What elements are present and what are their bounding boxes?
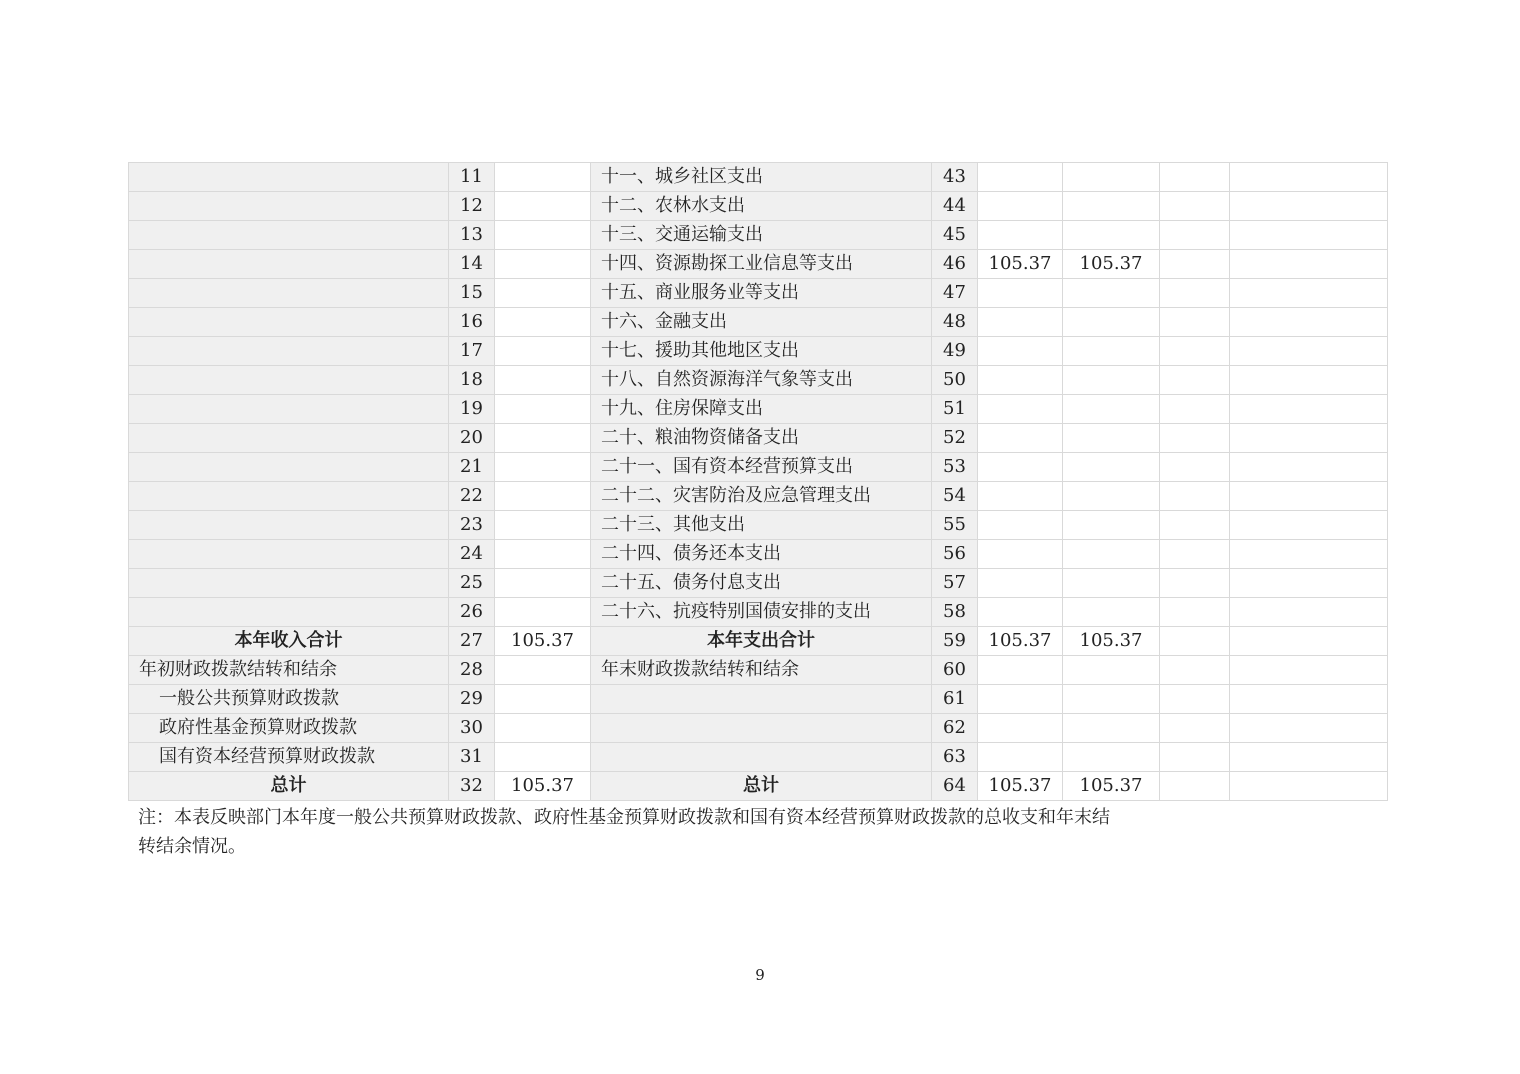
left-number-cell: 14 xyxy=(449,250,495,279)
page-number: 9 xyxy=(755,966,765,984)
left-amount-cell xyxy=(495,685,591,714)
table-body xyxy=(129,163,1388,801)
left-label-cell xyxy=(129,511,449,540)
left-amount-cell xyxy=(495,395,591,424)
state-capital-cell xyxy=(1230,743,1388,772)
total-cell xyxy=(978,685,1063,714)
general-budget-cell: 105.37 xyxy=(1063,627,1160,656)
left-amount-cell xyxy=(495,163,591,192)
left-label-cell xyxy=(129,453,449,482)
general-budget-cell xyxy=(1063,743,1160,772)
fund-budget-cell xyxy=(1160,598,1230,627)
general-budget-cell xyxy=(1063,569,1160,598)
general-budget-cell xyxy=(1063,221,1160,250)
left-amount-cell xyxy=(495,250,591,279)
fund-budget-cell xyxy=(1160,569,1230,598)
general-budget-cell xyxy=(1063,656,1160,685)
left-number-cell: 27 xyxy=(449,627,495,656)
total-cell xyxy=(978,192,1063,221)
right-number-cell: 63 xyxy=(932,743,978,772)
table-row xyxy=(129,395,1388,424)
state-capital-cell xyxy=(1230,424,1388,453)
state-capital-cell xyxy=(1230,337,1388,366)
left-label-cell xyxy=(129,598,449,627)
right-number-cell: 43 xyxy=(932,163,978,192)
right-number-cell: 56 xyxy=(932,540,978,569)
total-cell: 105.37 xyxy=(978,250,1063,279)
general-budget-cell xyxy=(1063,482,1160,511)
right-label-cell: 十八、自然资源海洋气象等支出 xyxy=(591,366,932,395)
right-label-cell: 总计 xyxy=(591,772,932,801)
table-row xyxy=(129,424,1388,453)
left-amount-cell xyxy=(495,424,591,453)
total-cell xyxy=(978,279,1063,308)
general-budget-cell xyxy=(1063,685,1160,714)
state-capital-cell xyxy=(1230,540,1388,569)
right-number-cell: 60 xyxy=(932,656,978,685)
left-label-cell xyxy=(129,569,449,598)
table-row xyxy=(129,366,1388,395)
total-cell xyxy=(978,366,1063,395)
total-cell xyxy=(978,511,1063,540)
table-row xyxy=(129,569,1388,598)
left-number-cell: 31 xyxy=(449,743,495,772)
left-amount-cell xyxy=(495,337,591,366)
total-cell: 105.37 xyxy=(978,627,1063,656)
total-cell xyxy=(978,337,1063,366)
fund-budget-cell xyxy=(1160,250,1230,279)
fund-budget-cell xyxy=(1160,743,1230,772)
right-label-cell: 十九、住房保障支出 xyxy=(591,395,932,424)
fund-budget-cell xyxy=(1160,366,1230,395)
total-cell xyxy=(978,598,1063,627)
left-label-cell xyxy=(129,163,449,192)
right-label-cell: 十三、交通运输支出 xyxy=(591,221,932,250)
table-row xyxy=(129,453,1388,482)
left-number-cell: 32 xyxy=(449,772,495,801)
total-cell xyxy=(978,714,1063,743)
left-amount-cell xyxy=(495,308,591,337)
table-row xyxy=(129,279,1388,308)
right-label-cell: 本年支出合计 xyxy=(591,627,932,656)
right-label-cell: 十五、商业服务业等支出 xyxy=(591,279,932,308)
state-capital-cell xyxy=(1230,656,1388,685)
state-capital-cell xyxy=(1230,279,1388,308)
note-line-2: 转结余情况。 xyxy=(138,836,246,857)
right-number-cell: 57 xyxy=(932,569,978,598)
note-line-1: 注：本表反映部门本年度一般公共预算财政拨款、政府性基金预算财政拨款和国有资本经营预算财政拨款的总收支和年末结 xyxy=(138,807,1110,828)
left-number-cell: 13 xyxy=(449,221,495,250)
table-row xyxy=(129,598,1388,627)
state-capital-cell xyxy=(1230,685,1388,714)
left-label-cell xyxy=(129,308,449,337)
fund-budget-cell xyxy=(1160,656,1230,685)
fund-budget-cell xyxy=(1160,714,1230,743)
right-label-cell: 十七、援助其他地区支出 xyxy=(591,337,932,366)
left-label-cell xyxy=(129,250,449,279)
table-row xyxy=(129,482,1388,511)
left-label-cell: 政府性基金预算财政拨款 xyxy=(129,714,449,743)
left-amount-cell: 105.37 xyxy=(495,627,591,656)
left-label-cell xyxy=(129,395,449,424)
state-capital-cell xyxy=(1230,511,1388,540)
general-budget-cell: 105.37 xyxy=(1063,250,1160,279)
total-cell: 105.37 xyxy=(978,772,1063,801)
left-number-cell: 25 xyxy=(449,569,495,598)
right-label-cell: 二十三、其他支出 xyxy=(591,511,932,540)
left-label-cell xyxy=(129,540,449,569)
left-number-cell: 26 xyxy=(449,598,495,627)
left-amount-cell xyxy=(495,221,591,250)
table-row xyxy=(129,308,1388,337)
state-capital-cell xyxy=(1230,772,1388,801)
fund-budget-cell xyxy=(1160,424,1230,453)
fund-budget-cell xyxy=(1160,772,1230,801)
total-cell xyxy=(978,163,1063,192)
fund-budget-cell xyxy=(1160,685,1230,714)
fund-budget-cell xyxy=(1160,279,1230,308)
left-label-cell: 本年收入合计 xyxy=(129,627,449,656)
right-number-cell: 62 xyxy=(932,714,978,743)
table-row xyxy=(129,221,1388,250)
general-budget-cell xyxy=(1063,366,1160,395)
general-budget-cell xyxy=(1063,192,1160,221)
fund-budget-cell xyxy=(1160,482,1230,511)
table-row xyxy=(129,714,1388,743)
left-amount-cell xyxy=(495,279,591,308)
right-number-cell: 45 xyxy=(932,221,978,250)
left-number-cell: 17 xyxy=(449,337,495,366)
left-amount-cell xyxy=(495,540,591,569)
right-label-cell: 二十五、债务付息支出 xyxy=(591,569,932,598)
left-number-cell: 22 xyxy=(449,482,495,511)
right-number-cell: 54 xyxy=(932,482,978,511)
left-label-cell xyxy=(129,337,449,366)
total-cell xyxy=(978,656,1063,685)
fund-budget-cell xyxy=(1160,453,1230,482)
fund-budget-cell xyxy=(1160,540,1230,569)
general-budget-cell xyxy=(1063,308,1160,337)
total-cell xyxy=(978,308,1063,337)
right-number-cell: 47 xyxy=(932,279,978,308)
left-label-cell: 年初财政拨款结转和结余 xyxy=(129,656,449,685)
state-capital-cell xyxy=(1230,192,1388,221)
table-row xyxy=(129,250,1388,279)
right-number-cell: 52 xyxy=(932,424,978,453)
general-budget-cell xyxy=(1063,598,1160,627)
left-number-cell: 21 xyxy=(449,453,495,482)
left-number-cell: 28 xyxy=(449,656,495,685)
left-label-cell xyxy=(129,279,449,308)
right-label-cell: 十六、金融支出 xyxy=(591,308,932,337)
general-budget-cell xyxy=(1063,279,1160,308)
table-row xyxy=(129,772,1388,801)
table-row xyxy=(129,685,1388,714)
fund-budget-cell xyxy=(1160,192,1230,221)
left-number-cell: 15 xyxy=(449,279,495,308)
left-number-cell: 18 xyxy=(449,366,495,395)
left-number-cell: 24 xyxy=(449,540,495,569)
state-capital-cell xyxy=(1230,569,1388,598)
total-cell xyxy=(978,453,1063,482)
state-capital-cell xyxy=(1230,395,1388,424)
right-label-cell xyxy=(591,685,932,714)
fund-budget-cell xyxy=(1160,627,1230,656)
right-label-cell: 十二、农林水支出 xyxy=(591,192,932,221)
total-cell xyxy=(978,482,1063,511)
left-number-cell: 23 xyxy=(449,511,495,540)
right-label-cell xyxy=(591,743,932,772)
left-label-cell: 一般公共预算财政拨款 xyxy=(129,685,449,714)
left-amount-cell xyxy=(495,569,591,598)
table-row xyxy=(129,511,1388,540)
right-number-cell: 53 xyxy=(932,453,978,482)
left-amount-cell xyxy=(495,656,591,685)
fund-budget-cell xyxy=(1160,221,1230,250)
right-label-cell: 十一、城乡社区支出 xyxy=(591,163,932,192)
right-label-cell: 二十、粮油物资储备支出 xyxy=(591,424,932,453)
state-capital-cell xyxy=(1230,221,1388,250)
budget-table xyxy=(128,162,1388,801)
left-label-cell xyxy=(129,221,449,250)
table-row xyxy=(129,192,1388,221)
general-budget-cell xyxy=(1063,395,1160,424)
left-amount-cell xyxy=(495,453,591,482)
left-label-cell xyxy=(129,192,449,221)
left-number-cell: 12 xyxy=(449,192,495,221)
total-cell xyxy=(978,540,1063,569)
total-cell xyxy=(978,743,1063,772)
left-number-cell: 29 xyxy=(449,685,495,714)
table-row xyxy=(129,337,1388,366)
state-capital-cell xyxy=(1230,366,1388,395)
fund-budget-cell xyxy=(1160,337,1230,366)
right-label-cell: 年末财政拨款结转和结余 xyxy=(591,656,932,685)
right-number-cell: 59 xyxy=(932,627,978,656)
general-budget-cell xyxy=(1063,511,1160,540)
left-number-cell: 16 xyxy=(449,308,495,337)
right-number-cell: 58 xyxy=(932,598,978,627)
state-capital-cell xyxy=(1230,163,1388,192)
right-number-cell: 46 xyxy=(932,250,978,279)
total-cell xyxy=(978,424,1063,453)
general-budget-cell xyxy=(1063,163,1160,192)
general-budget-cell xyxy=(1063,337,1160,366)
right-label-cell: 十四、资源勘探工业信息等支出 xyxy=(591,250,932,279)
left-amount-cell xyxy=(495,366,591,395)
left-amount-cell xyxy=(495,511,591,540)
general-budget-cell xyxy=(1063,714,1160,743)
left-amount-cell xyxy=(495,482,591,511)
right-number-cell: 64 xyxy=(932,772,978,801)
general-budget-cell xyxy=(1063,424,1160,453)
right-number-cell: 44 xyxy=(932,192,978,221)
state-capital-cell xyxy=(1230,598,1388,627)
right-number-cell: 50 xyxy=(932,366,978,395)
left-number-cell: 20 xyxy=(449,424,495,453)
left-label-cell: 国有资本经营预算财政拨款 xyxy=(129,743,449,772)
right-label-cell: 二十二、灾害防治及应急管理支出 xyxy=(591,482,932,511)
left-label-cell xyxy=(129,424,449,453)
left-label-cell: 总计 xyxy=(129,772,449,801)
fund-budget-cell xyxy=(1160,308,1230,337)
fund-budget-cell xyxy=(1160,511,1230,540)
total-cell xyxy=(978,221,1063,250)
left-number-cell: 19 xyxy=(449,395,495,424)
table-note xyxy=(138,803,1228,861)
left-amount-cell xyxy=(495,743,591,772)
left-amount-cell xyxy=(495,714,591,743)
table-row xyxy=(129,163,1388,192)
left-number-cell: 30 xyxy=(449,714,495,743)
table-row xyxy=(129,627,1388,656)
state-capital-cell xyxy=(1230,627,1388,656)
total-cell xyxy=(978,395,1063,424)
right-label-cell: 二十四、债务还本支出 xyxy=(591,540,932,569)
right-label-cell xyxy=(591,714,932,743)
left-label-cell xyxy=(129,482,449,511)
state-capital-cell xyxy=(1230,453,1388,482)
left-number-cell: 11 xyxy=(449,163,495,192)
right-label-cell: 二十一、国有资本经营预算支出 xyxy=(591,453,932,482)
general-budget-cell xyxy=(1063,453,1160,482)
state-capital-cell xyxy=(1230,308,1388,337)
general-budget-cell: 105.37 xyxy=(1063,772,1160,801)
right-number-cell: 61 xyxy=(932,685,978,714)
right-number-cell: 49 xyxy=(932,337,978,366)
general-budget-cell xyxy=(1063,540,1160,569)
state-capital-cell xyxy=(1230,250,1388,279)
table-row xyxy=(129,656,1388,685)
right-number-cell: 51 xyxy=(932,395,978,424)
right-number-cell: 48 xyxy=(932,308,978,337)
state-capital-cell xyxy=(1230,714,1388,743)
right-number-cell: 55 xyxy=(932,511,978,540)
left-amount-cell xyxy=(495,598,591,627)
left-amount-cell: 105.37 xyxy=(495,772,591,801)
right-label-cell: 二十六、抗疫特别国债安排的支出 xyxy=(591,598,932,627)
fund-budget-cell xyxy=(1160,163,1230,192)
table-row xyxy=(129,540,1388,569)
state-capital-cell xyxy=(1230,482,1388,511)
table-row xyxy=(129,743,1388,772)
left-label-cell xyxy=(129,366,449,395)
total-cell xyxy=(978,569,1063,598)
fund-budget-cell xyxy=(1160,395,1230,424)
left-amount-cell xyxy=(495,192,591,221)
